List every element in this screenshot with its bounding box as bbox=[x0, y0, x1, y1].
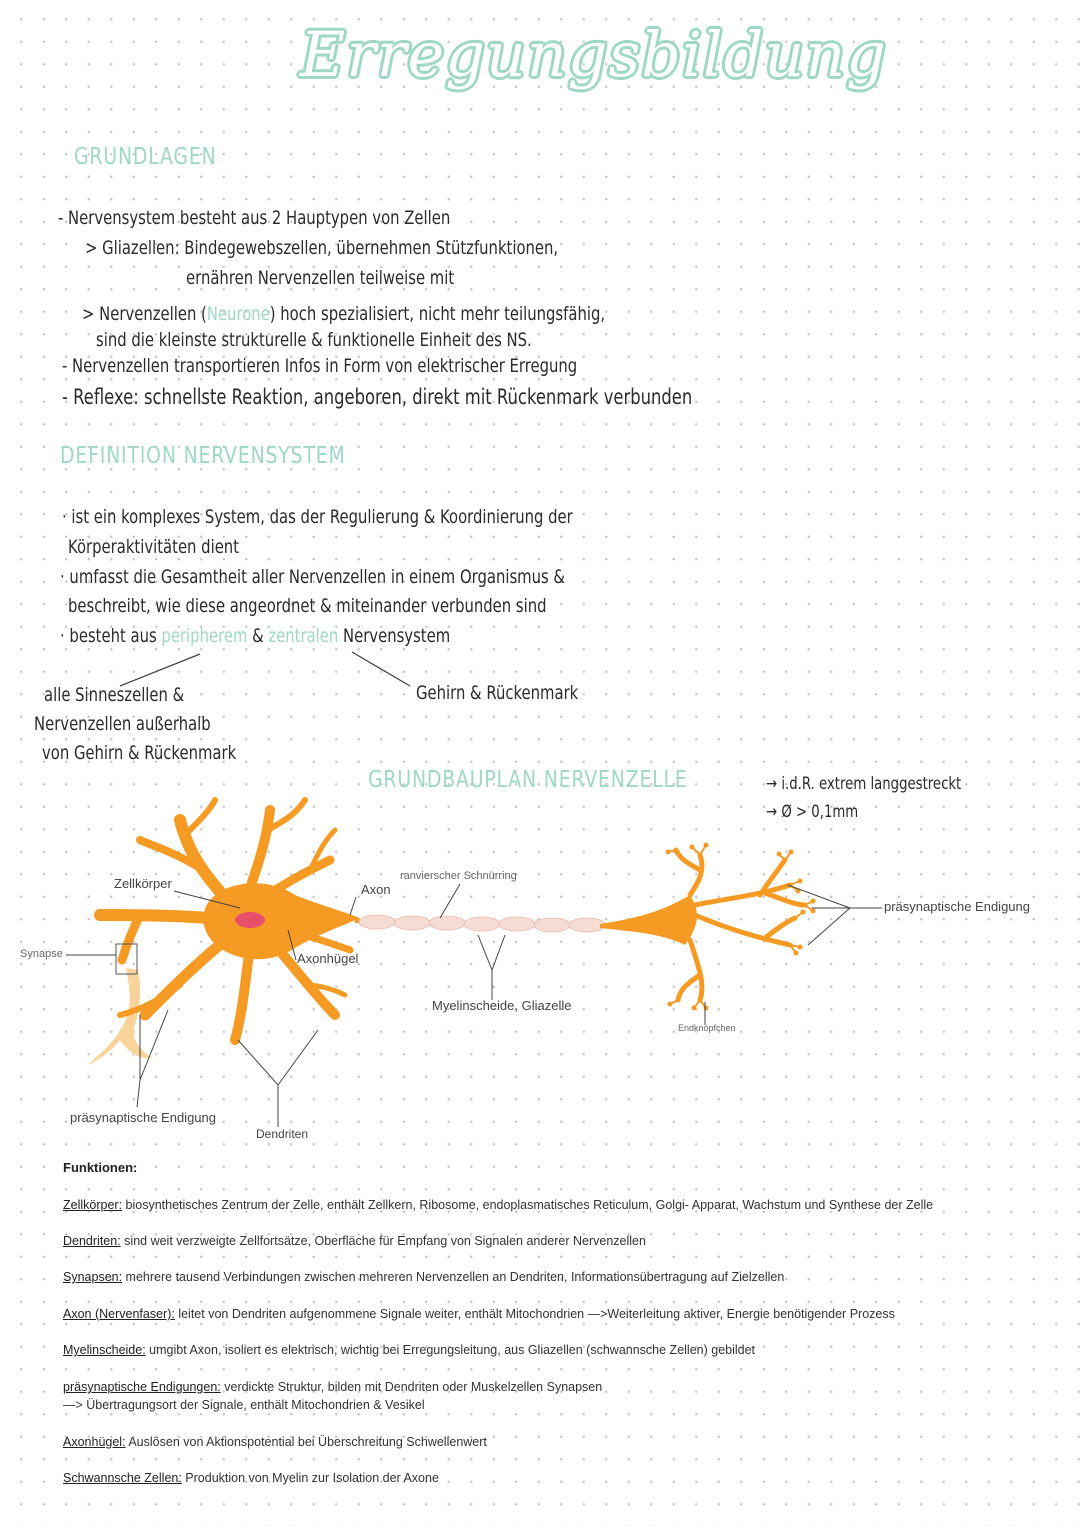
grundlagen-line: - Reflexe: schnellste Reaktion, angeboren, direkt mit Rückenmark verbunden bbox=[62, 385, 693, 409]
label-axonhuegel: Axonhügel bbox=[297, 951, 359, 966]
connector-line bbox=[352, 652, 410, 686]
function-item: Axonhügel: Auslösen von Aktionspotential bei Überschreitung Schwellenwert bbox=[63, 1435, 487, 1449]
definition-line: beschreibt, wie diese angeordnet & miteinander verbunden sind bbox=[68, 595, 547, 617]
label-praesyn-right: präsynaptische Endigung bbox=[884, 899, 1030, 914]
myelin-sheath bbox=[359, 915, 605, 932]
section-heading-grundlagen: GRUNDLAGEN bbox=[74, 144, 217, 170]
connector-line bbox=[120, 654, 200, 686]
note-peripheral: von Gehirn & Rückenmark bbox=[42, 742, 237, 764]
function-item: Dendriten: sind weit verzweigte Zellfortsätze, Oberfläche für Empfang von Signalen anderer Nervenzellen bbox=[63, 1234, 646, 1248]
note-peripheral: alle Sinneszellen & bbox=[44, 684, 185, 706]
definition-line: Körperaktivitäten dient bbox=[68, 536, 240, 558]
definition-line: · umfasst die Gesamtheit aller Nervenzellen in einem Organismus & bbox=[60, 566, 565, 588]
function-item-continuation: —> Übertragungsort der Signale, enthält Mitochondrien & Vesikel bbox=[63, 1398, 425, 1412]
label-zellkoerper: Zellkörper bbox=[114, 876, 172, 891]
zentral-highlight: zentralen bbox=[268, 625, 339, 647]
note-central: Gehirn & Rückenmark bbox=[416, 682, 579, 704]
grundlagen-line: > Gliazellen: Bindegewebszellen, übernehmen Stützfunktionen, bbox=[85, 237, 559, 259]
bauplan-note: → i.d.R. extrem langgestreckt bbox=[766, 774, 962, 794]
funktionen-title: Funktionen: bbox=[63, 1160, 138, 1175]
function-item: Schwannsche Zellen: Produktion von Myelin zur Isolation der Axone bbox=[63, 1471, 439, 1485]
function-item: präsynaptische Endigungen: verdickte Struktur, bilden mit Dendriten oder Muskelzellen Synapsen bbox=[63, 1380, 603, 1394]
label-axon: Axon bbox=[361, 882, 391, 897]
label-endknoepfchen: Endknöpfchen bbox=[678, 1023, 736, 1033]
grundlagen-line: sind die kleinste strukturelle & funktionelle Einheit des NS. bbox=[96, 329, 532, 351]
page-title: Erregungsbildung bbox=[300, 18, 887, 91]
grundlagen-line: - Nervenzellen transportieren Infos in Form von elektrischer Erregung bbox=[62, 355, 578, 377]
label-synapse: Synapse bbox=[20, 948, 63, 960]
function-item: Axon (Nervenfaser): leitet von Dendriten aufgenommene Signale weiter, enthält Mitochondrien —>Weiterleitung aktiver, Energie benötigender Prozess bbox=[63, 1307, 895, 1321]
label-dendriten: Dendriten bbox=[256, 1127, 309, 1141]
peripher-highlight: peripherem bbox=[161, 625, 248, 647]
grundlagen-line: > Nervenzellen (Neurone) hoch spezialisiert, nicht mehr teilungsfähig, bbox=[82, 303, 606, 325]
definition-line: · ist ein komplexes System, das der Regulierung & Koordinierung der bbox=[62, 506, 573, 528]
function-item: Zellkörper: biosynthetisches Zentrum der Zelle, enthält Zellkern, Ribosome, endoplasmatisches Reticulum, Golgi- Apparat, Wachstum und Synthese der Zelle bbox=[63, 1198, 934, 1212]
grundlagen-line: ernähren Nervenzellen teilweise mit bbox=[186, 267, 455, 289]
label-praesyn-left: präsynaptische Endigung bbox=[70, 1110, 216, 1125]
label-myelin: Myelinscheide, Gliazelle bbox=[432, 998, 572, 1013]
section-heading-definition: DEFINITION NERVENSYSTEM bbox=[60, 443, 346, 469]
grundlagen-line: - Nervensystem besteht aus 2 Hauptypen von Zellen bbox=[58, 207, 451, 229]
note-peripheral: Nervenzellen außerhalb bbox=[34, 713, 211, 735]
definition-line: · besteht aus peripherem & zentralen Nervensystem bbox=[60, 625, 451, 647]
nucleus bbox=[235, 912, 265, 928]
function-item: Myelinscheide: umgibt Axon, isoliert es elektrisch, wichtig bei Erregungsleitung, aus Gliazellen (schwannsche Zellen) gebildet bbox=[63, 1343, 756, 1357]
neurone-highlight: Neurone bbox=[206, 303, 270, 325]
function-item: Synapsen: mehrere tausend Verbindungen zwischen mehreren Nervenzellen an Dendriten, Informationsübertragung auf Zielzellen bbox=[63, 1270, 785, 1284]
bauplan-note: → Ø > 0,1mm bbox=[766, 802, 859, 822]
label-ranvier: ranvierscher Schnürring bbox=[400, 870, 517, 882]
section-heading-bauplan: GRUNDBAUPLAN NERVENZELLE bbox=[368, 767, 688, 793]
